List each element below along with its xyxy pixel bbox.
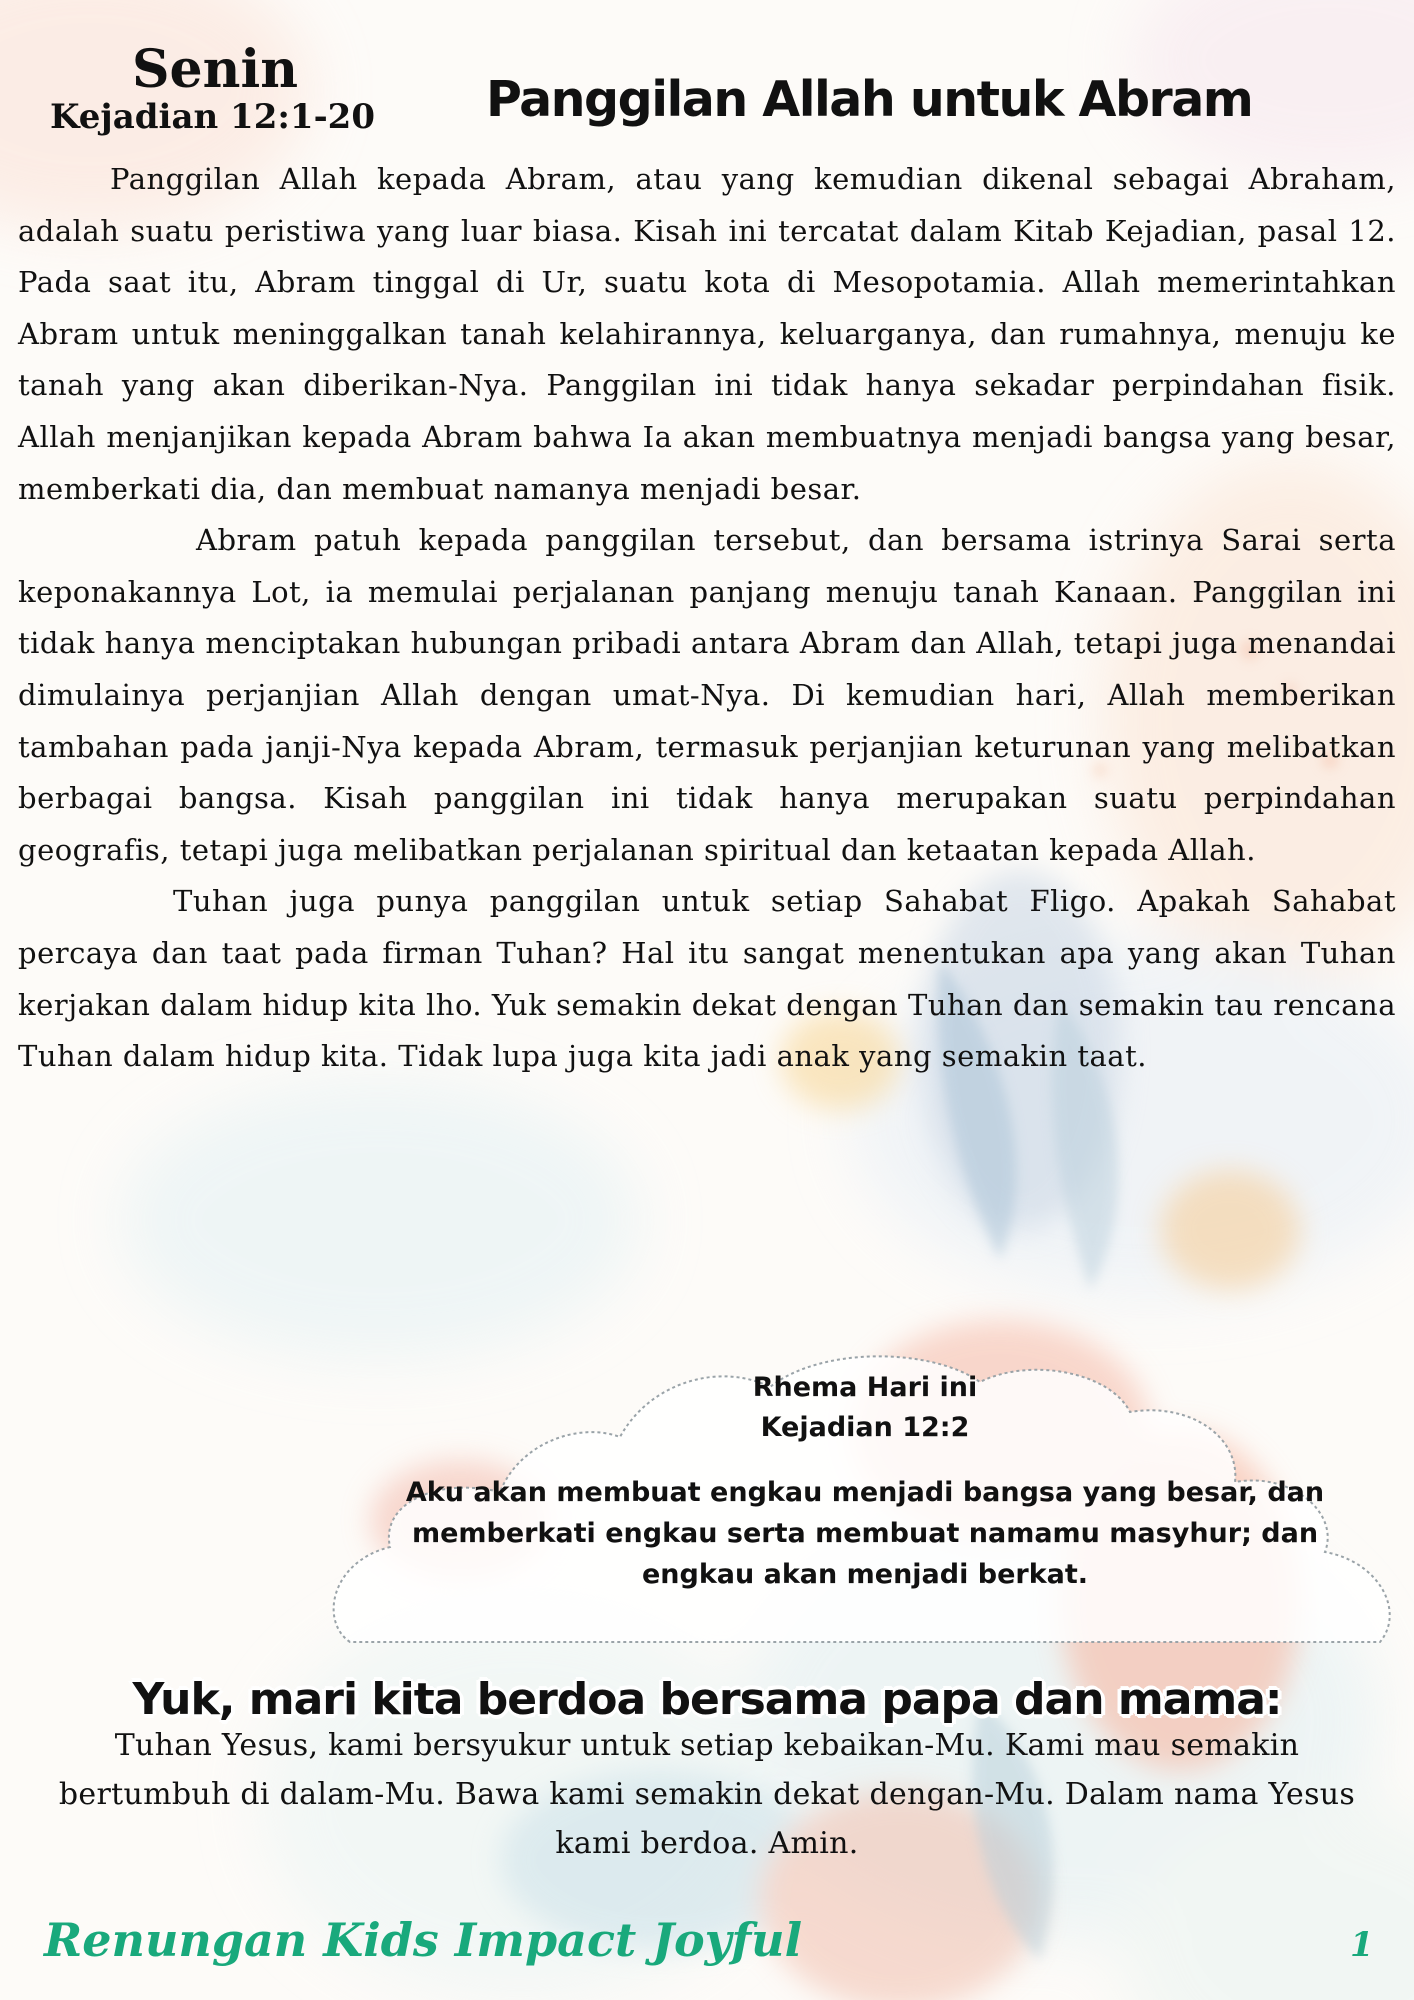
rhema-reference: Kejadian 12:2 bbox=[760, 1412, 970, 1443]
footer-brand: Renungan Kids Impact Joyful bbox=[44, 1913, 803, 1967]
scripture-reference: Kejadian 12:1-20 bbox=[50, 97, 375, 137]
prayer-text: Tuhan Yesus, kami bersyukur untuk setiap kebaikan-Mu. Kami mau semakin bertumbuh di dalam-Mu. Bawa kami semakin dekat dengan-Mu. Dalam nama Yesus kami berdoa. Amin. bbox=[58, 1728, 1356, 1861]
day-label: Senin bbox=[132, 39, 299, 100]
paragraph: Panggilan Allah kepada Abram, atau yang kemudian dikenal sebagai Abraham, adalah suatu peristiwa yang luar biasa. Kisah ini tercatat dalam Kitab Kejadian, pasal 12. Pada saat itu, Abram tinggal di Ur, suatu kota di Mesopotamia. Allah memerintahkan Abram untuk meninggalkan tanah kelahirannya, keluarganya, dan rumahnya, menuju ke tanah yang akan diberikan-Nya. Panggilan ini tidak hanya sekadar perpindahan fisik. Allah menjanjikan kepada Abram bahwa Ia akan membuatnya menjadi bangsa yang besar, memberkati dia, dan membuat namanya menjadi besar. bbox=[18, 162, 1396, 506]
devotional-body bbox=[18, 154, 1396, 1083]
page-title: Panggilan Allah untuk Abram bbox=[486, 71, 1253, 128]
paragraph: Tuhan juga punya panggilan untuk setiap Sahabat Fligo. Apakah Sahabat percaya dan taat pada firman Tuhan? Hal itu sangat menentukan apa yang akan Tuhan kerjakan dalam hidup kita lho. Yuk semakin dekat dengan Tuhan dan semakin tau rencana Tuhan dalam hidup kita. Tidak lupa juga kita jadi anak yang semakin taat. bbox=[18, 884, 1396, 1074]
paragraph: Abram patuh kepada panggilan tersebut, dan bersama istrinya Sarai serta keponakannya Lot, ia memulai perjalanan panjang menuju tanah Kanaan. Panggilan ini tidak hanya menciptakan hubungan pribadi antara Abram dan Allah, tetapi juga menandai dimulainya perjanjian Allah dengan umat-Nya. Di kemudian hari, Allah memberikan tambahan pada janji-Nya kepada Abram, termasuk perjanjian keturunan yang melibatkan berbagai bangsa. Kisah panggilan ini tidak hanya merupakan suatu perpindahan geografis, tetapi juga melibatkan perjalanan spiritual dan ketaatan kepada Allah. bbox=[18, 523, 1396, 867]
prayer-heading: Yuk, mari kita berdoa bersama papa dan mama: bbox=[132, 1674, 1282, 1725]
page-number: 1 bbox=[1350, 1925, 1374, 1965]
rhema-verse: Aku akan membuat engkau menjadi bangsa yang besar, dan memberkati engkau serta membuat namamu masyhur; dan engkau akan menjadi berkat. bbox=[405, 1477, 1325, 1590]
rhema-label: Rhema Hari ini bbox=[752, 1372, 978, 1403]
rhema-box bbox=[386, 1368, 1344, 1595]
